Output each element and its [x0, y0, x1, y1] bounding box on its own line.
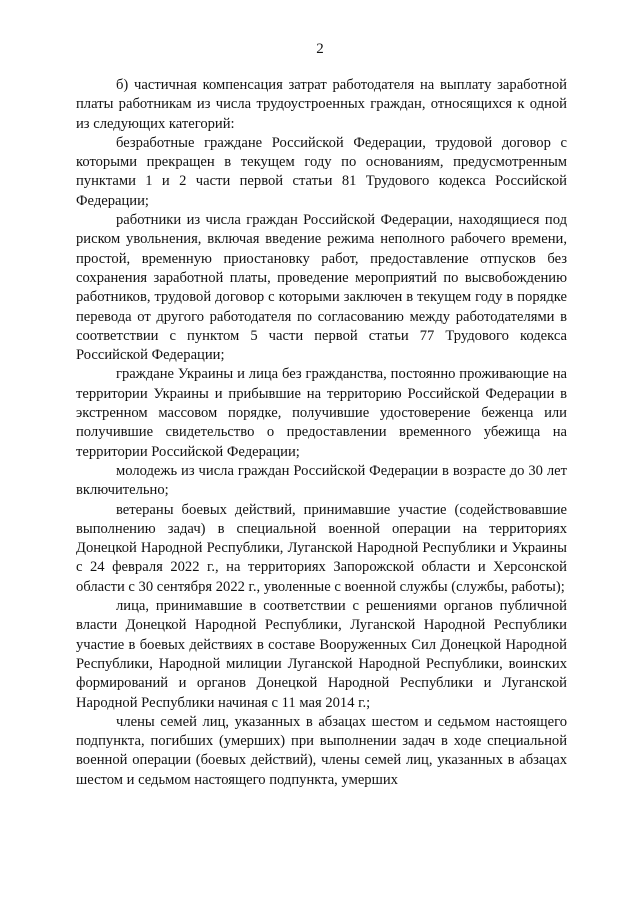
paragraph-ukraine-citizens: граждане Украины и лица без гражданства, постоянно проживающие на территории Украины и прибывшие на территорию Российской Федерации в экстренном массовом порядке, получившие удостоверение беженца или получившие свидетельство о предоставлении временного убежища на территории Российской Федерации;	[76, 366, 567, 460]
paragraph-dnr-lnr-participants: лица, принимавшие в соответствии с решениями органов публичной власти Донецкой Народной Республики, Луганской Народной Республики участие в боевых действиях в составе Вооруженных Сил Донецкой Народной Республики, Народной милиции Луганской Народной Республики, воинских формирований и органов Донецкой Народной Республики и Луганской Народной Республики начиная с 11 мая 2014 г.;	[76, 598, 567, 711]
page-number: 2	[316, 41, 324, 57]
paragraph-family-members: члены семей лиц, указанных в абзацах шестом и седьмом настоящего подпункта, погибших (умерших) при выполнении задач в ходе специальной военной операции (боевых действий), члены семей лиц, указанных в абзацах шестом и седьмом настоящего подпункта, умерших	[76, 713, 567, 788]
paragraph-combat-veterans: ветераны боевых действий, принимавшие участие (содействовавшие выполнению задач) в специальной военной операции на территориях Донецкой Народной Республики, Луганской Народной Республики и Украины с 24 февраля 2022 г., на территориях Запорожской области и Херсонской области с 30 сентября 2022 г., уволенные с военной службы (службы, работы);	[76, 501, 567, 595]
paragraph-youth: молодежь из числа граждан Российской Федерации в возрасте до 30 лет включительно;	[76, 462, 567, 499]
paragraph-employees-at-risk: работники из числа граждан Российской Федерации, находящиеся под риском увольнения, включая введение режима неполного рабочего времени, простой, временную приостановку работ, предоставление отпусков без сохранения заработной платы, проведение мероприятий по высвобождению работников, трудовой договор с которыми заключен в текущем году в порядке перевода от другого работодателя по согласованию между работодателями в соответствии с пунктом 5 части первой статьи 77 Трудового кодекса Российской Федерации;	[76, 212, 567, 364]
paragraph-unemployed-citizens: безработные граждане Российской Федерации, трудовой договор с которыми прекращен в текущем году по основаниям, предусмотренным пунктами 1 и 2 части первой статьи 81 Трудового кодекса Российской Федерации;	[76, 134, 567, 209]
document-body	[76, 76, 567, 790]
paragraph-subitem-b: б) частичная компенсация затрат работодателя на выплату заработной платы работникам из числа трудоустроенных граждан, относящихся к одной из следующих категорий:	[76, 77, 567, 132]
